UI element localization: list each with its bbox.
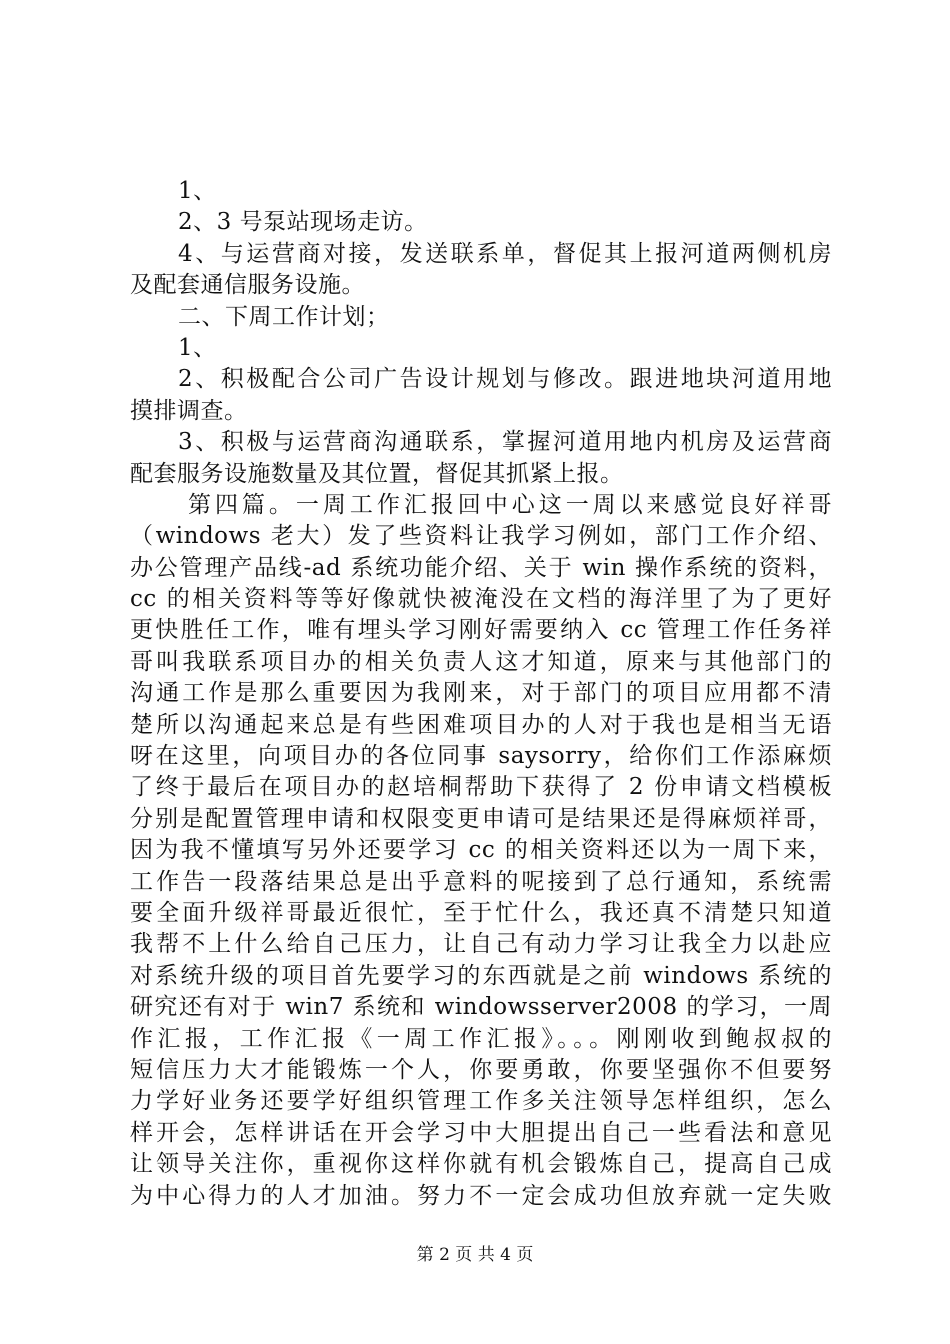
text-line: 要全面升级祥哥最近很忙，至于忙什么，我还真不清楚只知道 xyxy=(130,899,832,926)
text-line: 了终于最后在项目办的赵培桐帮助下获得了 2 份申请文档模板 xyxy=(130,774,832,801)
list-item: 4、与运营商对接，发送联系单，督促其上报河道两侧机房 xyxy=(178,240,832,267)
text-line: 呀在这里，向项目办的各位同事 saysorry，给你们工作添麻烦 xyxy=(130,743,832,770)
text-line: 我帮不上什么给自己压力，让自己有动力学习让我全力以赴应 xyxy=(130,931,832,958)
text-line: 楚所以沟通起来总是有些困难项目办的人对于我也是相当无语 xyxy=(130,711,832,738)
text-line: 样开会，怎样讲话在开会学习中大胆提出自己一些看法和意见 xyxy=(130,1119,832,1146)
text-line: 因为我不懂填写另外还要学习 cc 的相关资料还以为一周下来， xyxy=(130,837,832,864)
text-line: 研究还有对于 win7 系统和 windowsserver2008 的学习，一周 xyxy=(130,994,832,1021)
list-item: 1、 xyxy=(178,178,217,204)
text-line: （windows 老大）发了些资料让我学习例如，部门工作介绍、 xyxy=(130,523,832,550)
text-line: 配套服务设施数量及其位置，督促其抓紧上报。 xyxy=(130,460,624,487)
text-line: 办公管理产品线-ad 系统功能介绍、关于 win 操作系统的资料， xyxy=(130,554,832,581)
text-line: cc 的相关资料等等好像就快被淹没在文档的海洋里了为了更好 xyxy=(130,586,832,613)
text-line: 及配套通信服务设施。 xyxy=(130,272,365,299)
text-line: 对系统升级的项目首先要学习的东西就是之前 windows 系统的 xyxy=(130,962,832,989)
list-item: 3、积极与运营商沟通联系，掌握河道用地内机房及运营商 xyxy=(178,429,832,456)
text-line: 为中心得力的人才加油。努力不一定会成功但放弃就一定失败 xyxy=(130,1182,832,1209)
list-item: 2、积极配合公司广告设计规划与修改。跟进地块河道用地 xyxy=(178,366,832,393)
list-item: 1、 xyxy=(178,334,217,361)
text-line: 沟通工作是那么重要因为我刚来，对于部门的项目应用都不清 xyxy=(130,680,832,707)
document-body xyxy=(130,176,832,1212)
text-line: 分别是配置管理申请和权限变更申请可是结果还是得麻烦祥哥， xyxy=(130,805,832,832)
paragraph-start: 第四篇。一周工作汇报回中心这一周以来感觉良好祥哥 xyxy=(188,491,832,518)
text-line: 哥叫我联系项目办的相关负责人这才知道，原来与其他部门的 xyxy=(130,648,832,675)
list-item: 2、3 号泵站现场走访。 xyxy=(178,209,428,236)
text-line: 短信压力大才能锻炼一个人，你要勇敢，你要坚强你不但要努 xyxy=(130,1056,832,1083)
text-line: 让领导关注你，重视你这样你就有机会锻炼自己，提高自己成 xyxy=(130,1151,832,1178)
text-line: 工作告一段落结果总是出乎意料的呢接到了总行通知，系统需 xyxy=(130,868,832,895)
text-line: 摸排调查。 xyxy=(130,397,248,424)
text-line: 作汇报，工作汇报《一周工作汇报》。。。刚刚收到鲍叔叔的 xyxy=(130,1025,832,1052)
section-heading: 二、下周工作计划； xyxy=(178,303,390,330)
text-line: 力学好业务还要学好组织管理工作多关注领导怎样组织，怎么 xyxy=(130,1088,832,1115)
page-number-footer: 第 2 页 共 4 页 xyxy=(416,1245,534,1265)
text-line: 更快胜任工作，唯有埋头学习刚好需要纳入 cc 管理工作任务祥 xyxy=(130,617,832,644)
